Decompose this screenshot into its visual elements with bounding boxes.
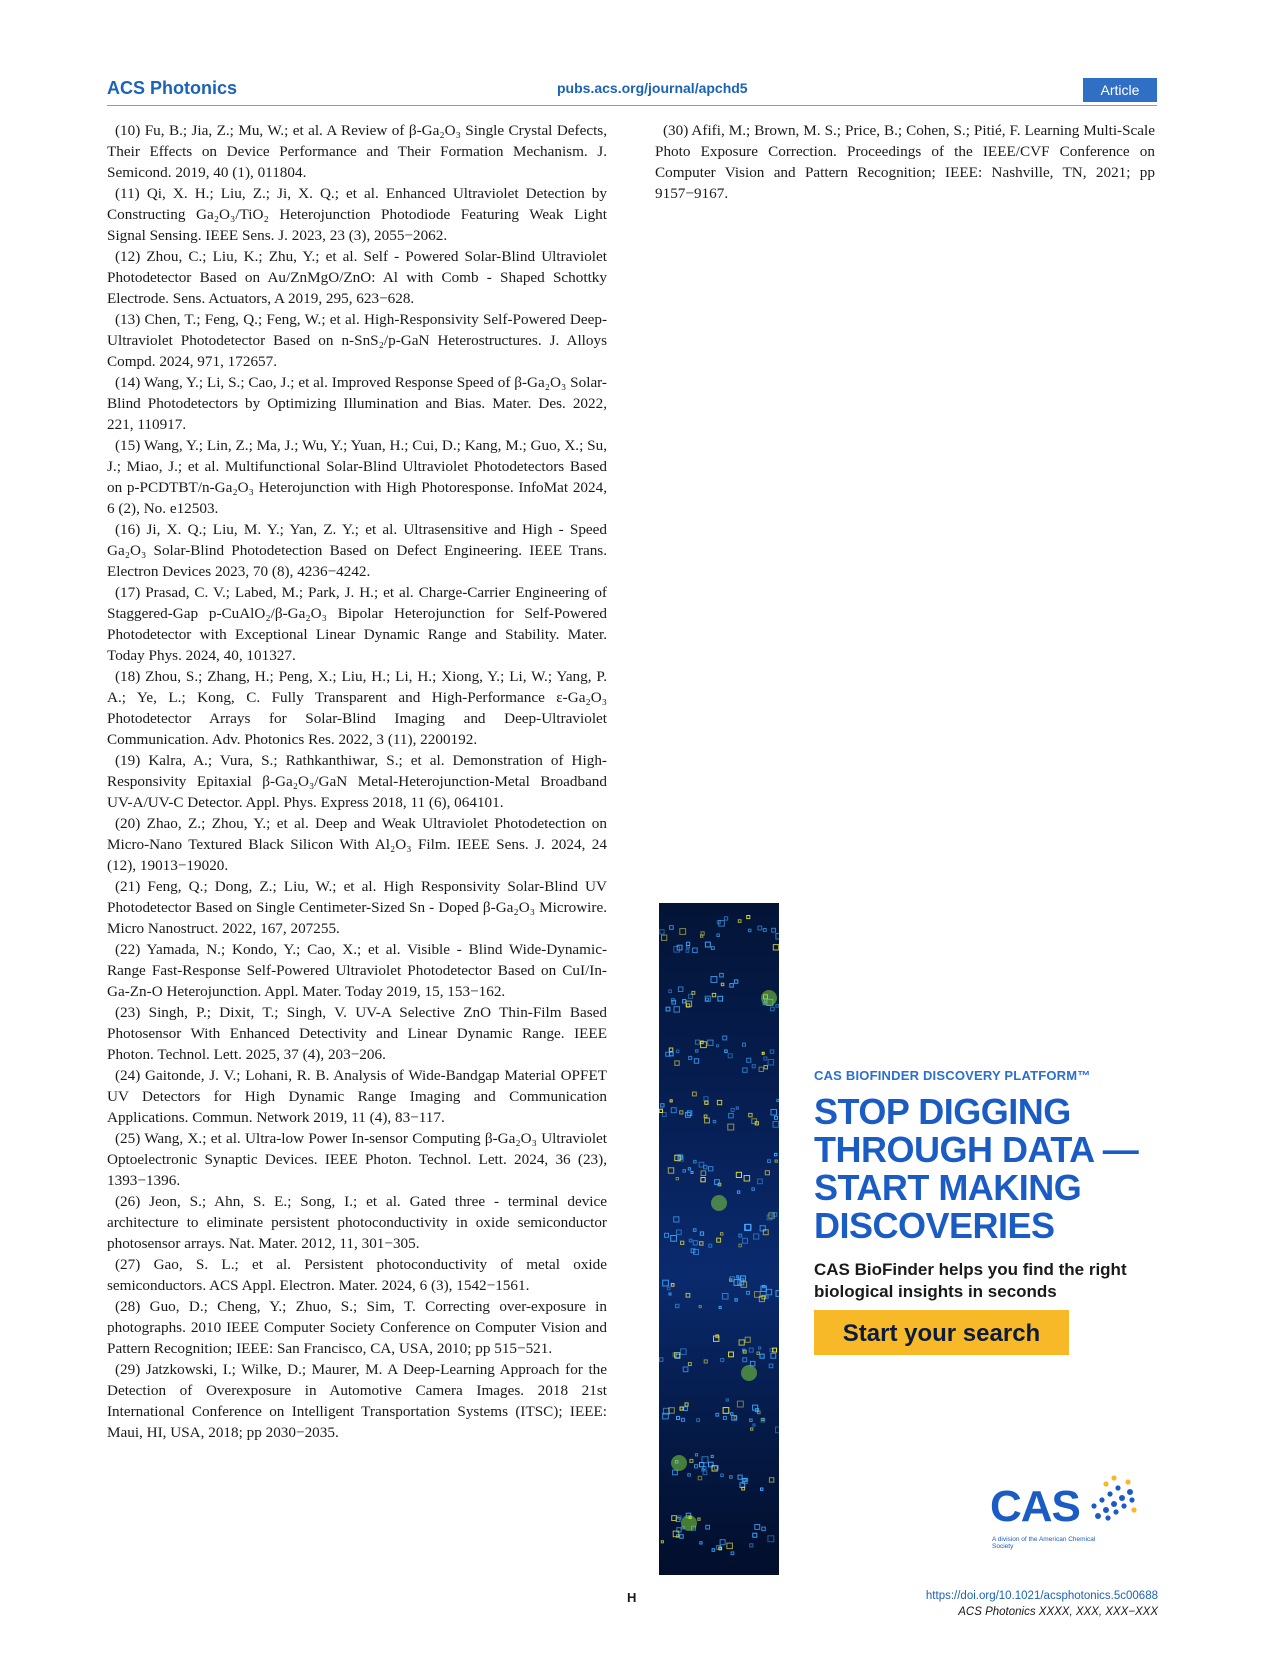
references-right-column bbox=[655, 120, 1155, 204]
reference-item: (27) Gao, S. L.; et al. Persistent photoconductivity of metal oxide semiconductors. ACS Appl. Electron. Mater. 2024, 6 (3), 1542−1561. bbox=[107, 1256, 607, 1294]
reference-item: (25) Wang, X.; et al. Ultra-low Power In-sensor Computing β-Ga₂O₃ Ultraviolet Optoelectronic Synaptic Devices. IEEE Photon. Technol. Lett. 2024, 36 (23), 1393−1396. bbox=[107, 1130, 607, 1189]
page-number: H bbox=[627, 1590, 637, 1605]
reference-item: (15) Wang, Y.; Lin, Z.; Ma, J.; Wu, Y.; Yuan, H.; Cui, D.; Kang, M.; Guo, X.; Su, J.; Miao, J.; et al. Multifunctional Solar-Blind Ultraviolet Photodetectors Based on p-PCDTBT/n-Ga₂O₃ Heterojunction with High Photoresponse. InfoMat 2024, 6 (2), No. e12503. bbox=[107, 437, 607, 517]
reference-item: (22) Yamada, N.; Kondo, Y.; Cao, X.; et al. Visible - Blind Wide-Dynamic-Range Fast-Response Self-Powered Ultraviolet Photodetector Based on CuI/In-Ga-Zn-O Heterojunction. Appl. Mater. Today 2019, 15, 153−162. bbox=[107, 941, 607, 1000]
cas-logo-tagline: A division of the American Chemical Society bbox=[992, 1536, 1096, 1550]
journal-name: ACS Photonics bbox=[107, 78, 238, 98]
article-type-badge: Article bbox=[1083, 78, 1157, 102]
reference-item: (19) Kalra, A.; Vura, S.; Rathkanthiwar, S.; et al. Demonstration of High-Responsivity Epitaxial β-Ga₂O₃/GaN Metal-Heterojunction-Metal Broadband UV-A/UV-C Detector. Appl. Phys. Express 2018, 11 (6), 064101. bbox=[107, 752, 607, 811]
reference-item: (20) Zhao, Z.; Zhou, Y.; et al. Deep and Weak Ultraviolet Photodetection on Micro-Nano Textured Black Silicon With Al₂O₃ Film. IEEE Sens. J. 2024, 24 (12), 19013−19020. bbox=[107, 815, 607, 874]
dna-helix-graphic bbox=[659, 903, 779, 1575]
reference-item: (16) Ji, X. Q.; Liu, M. Y.; Yan, Z. Y.; et al. Ultrasensitive and High - Speed Ga₂O₃ Solar-Blind Photodetection Based on Defect Engineering. IEEE Trans. Electron Devices 2023, 70 (8), 4236−4242. bbox=[107, 521, 607, 580]
ad-headline: STOP DIGGING THROUGH DATA —START MAKING DISCOVERIES bbox=[814, 1091, 1139, 1246]
reference-item: (26) Jeon, S.; Ahn, S. E.; Song, I.; et al. Gated three - terminal device architecture to eliminate persistent photoconductivity in oxide semiconductor photosensor arrays. Nat. Mater. 2012, 11, 301−305. bbox=[107, 1193, 607, 1252]
reference-item: (21) Feng, Q.; Dong, Z.; Liu, W.; et al. High Responsivity Solar-Blind UV Photodetector Based on Single Centimeter-Sized Sn - Doped β-Ga₂O₃ Microwire. Micro Nanostruct. 2022, 167, 207255. bbox=[107, 878, 607, 937]
journal-url-link[interactable]: pubs.acs.org/journal/apchd5 bbox=[557, 80, 748, 96]
doi-link[interactable]: https://doi.org/10.1021/acsphotonics.5c00688 bbox=[925, 1590, 1158, 1602]
cas-dots-icon bbox=[1088, 1472, 1140, 1524]
page-header bbox=[107, 78, 1157, 104]
reference-item: (11) Qi, X. H.; Liu, Z.; Ji, X. Q.; et al. Enhanced Ultraviolet Detection by Constructing Ga₂O₃/TiO₂ Heterojunction Photodiode Featuring Weak Light Signal Sensing. IEEE Sens. J. 2023, 23 (3), 2055−2062. bbox=[107, 185, 607, 244]
header-divider bbox=[107, 105, 1157, 106]
cas-logo[interactable] bbox=[990, 1472, 1140, 1562]
reference-item: (17) Prasad, C. V.; Labed, M.; Park, J. H.; et al. Charge-Carrier Engineering of Staggered-Gap p-CuAlO₂/β-Ga₂O₃ Bipolar Heterojunction for Self-Powered Photodetector with Exceptional Linear Dynamic Range and Stability. Mater. Today Phys. 2024, 40, 101327. bbox=[107, 584, 607, 664]
cas-logo-word: CAS bbox=[990, 1482, 1080, 1531]
ad-kicker: CAS BIOFINDER DISCOVERY PLATFORM™ bbox=[814, 1068, 1091, 1083]
references-left-column bbox=[107, 120, 607, 1443]
reference-item: (13) Chen, T.; Feng, Q.; Feng, W.; et al. High-Responsivity Self-Powered Deep-Ultraviolet Photodetector Based on n-SnS₂/p-GaN Heterostructures. J. Alloys Compd. 2024, 971, 172657. bbox=[107, 311, 607, 370]
reference-item: (23) Singh, P.; Dixit, T.; Singh, V. UV-A Selective ZnO Thin-Film Based Photosensor With Enhanced Detectivity and Linear Dynamic Range. IEEE Photon. Technol. Lett. 2025, 37 (4), 203−206. bbox=[107, 1004, 607, 1063]
reference-item: (18) Zhou, S.; Zhang, H.; Peng, X.; Liu, H.; Li, H.; Xiong, Y.; Li, W.; Yang, P. A.; Ye, L.; Kong, C. Fully Transparent and High-Performance ε-Ga₂O₃ Photodetector Arrays for Solar-Blind Imaging and Deep-Ultraviolet Communication. Adv. Photonics Res. 2022, 3 (11), 2200192. bbox=[107, 668, 607, 748]
ad-subtext: CAS BioFinder helps you find the right biological insights in seconds bbox=[814, 1260, 1127, 1301]
reference-item: (30) Afifi, M.; Brown, M. S.; Price, B.; Cohen, S.; Pitié, F. Learning Multi-Scale Photo Exposure Correction. Proceedings of the IEEE/CVF Conference on Computer Vision and Pattern Recognition; IEEE: Nashville, TN, 2021; pp 9157−9167. bbox=[655, 122, 1155, 202]
start-search-button[interactable]: Start your search bbox=[814, 1310, 1069, 1355]
ad-banner-image[interactable] bbox=[659, 903, 779, 1575]
reference-item: (28) Guo, D.; Cheng, Y.; Zhuo, S.; Sim, T. Correcting over-exposure in photographs. 2010 IEEE Computer Society Conference on Computer Vision and Pattern Recognition; IEEE: San Francisco, CA, USA, 2010; pp 515−521. bbox=[107, 1298, 607, 1357]
reference-item: (10) Fu, B.; Jia, Z.; Mu, W.; et al. A Review of β-Ga₂O₃ Single Crystal Defects, Their Effects on Device Performance and Their Formation Mechanism. J. Semicond. 2019, 40 (1), 011804. bbox=[107, 122, 607, 181]
reference-item: (24) Gaitonde, J. V.; Lohani, R. B. Analysis of Wide-Bandgap Material OPFET UV Detectors for High Dynamic Range Imaging and Communication Applications. Commun. Network 2019, 11 (4), 83−117. bbox=[107, 1067, 607, 1126]
reference-item: (14) Wang, Y.; Li, S.; Cao, J.; et al. Improved Response Speed of β-Ga₂O₃ Solar-Blind Photodetectors by Optimizing Illumination and Bias. Mater. Des. 2022, 221, 110917. bbox=[107, 374, 607, 433]
ad-text-block bbox=[814, 1068, 1144, 1303]
footer-citation: ACS Photonics XXXX, XXX, XXX−XXX bbox=[958, 1606, 1158, 1618]
reference-item: (12) Zhou, C.; Liu, K.; Zhu, Y.; et al. Self - Powered Solar-Blind Ultraviolet Photodetector Based on Au/ZnMgO/ZnO: Al with Comb - Shaped Schottky Electrode. Sens. Actuators, A 2019, 295, 623−628. bbox=[107, 248, 607, 307]
reference-item: (29) Jatzkowski, I.; Wilke, D.; Maurer, M. A Deep-Learning Approach for the Detection of Overexposure in Automotive Camera Images. 2018 21st International Conference on Intelligent Transportation Systems (ITSC); IEEE: Maui, HI, USA, 2018; pp 2030−2035. bbox=[107, 1361, 607, 1441]
